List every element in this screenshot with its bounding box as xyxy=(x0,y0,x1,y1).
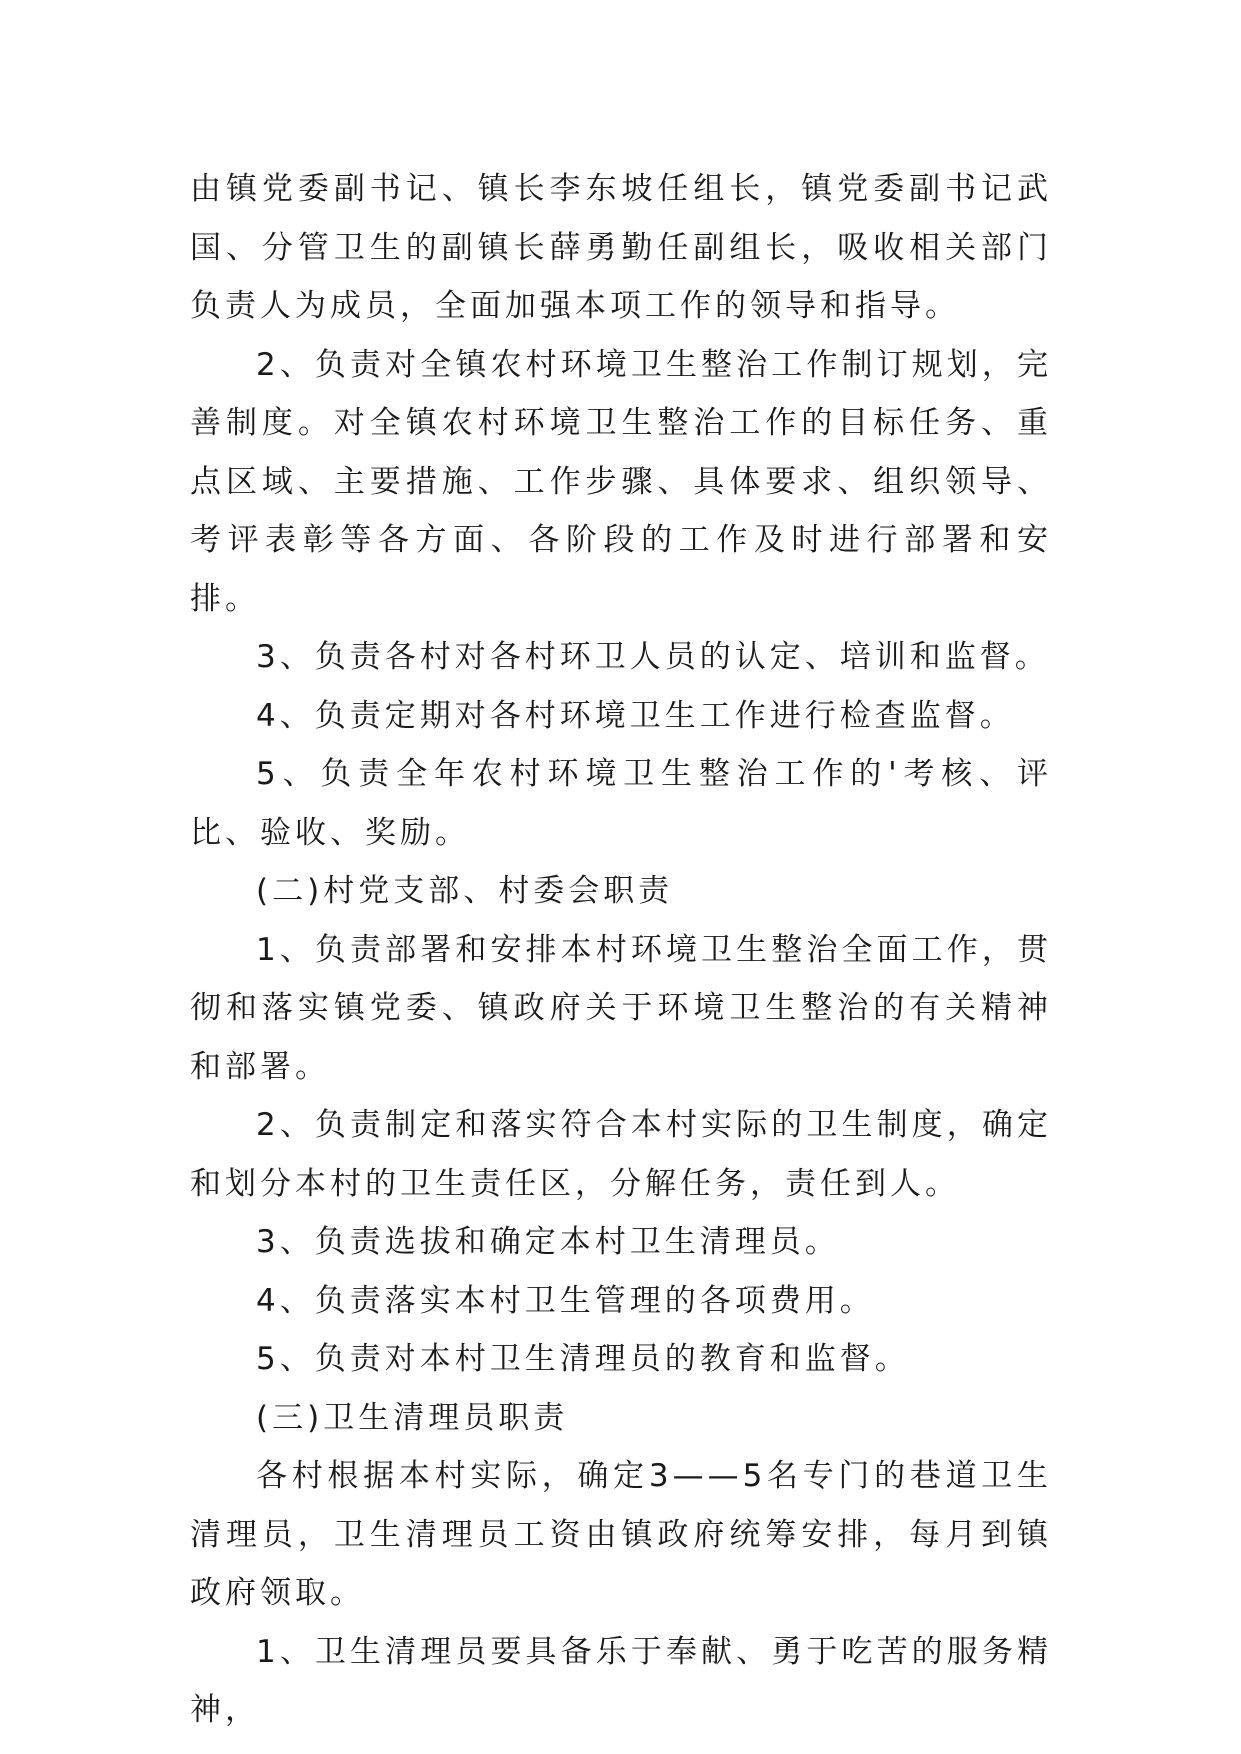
paragraph-duty-5-assessment: 5、负责全年农村环境卫生整治工作的'考核、评比、验收、奖励。 xyxy=(190,756,1052,851)
document-body xyxy=(190,160,1052,1740)
paragraph-village-duty-2: 2、负责制定和落实符合本村实际的卫生制度，确定和划分本村的卫生责任区，分解任务，责任到人。 xyxy=(190,1107,1052,1202)
paragraph-cleaner-staffing: 各村根据本村实际，确定3——5名专门的巷道卫生清理员，卫生清理员工资由镇政府统筹安排，每月到镇政府领取。 xyxy=(190,1458,1052,1611)
paragraph-duty-2-planning: 2、负责对全镇农村环境卫生整治工作制订规划，完善制度。对全镇农村环境卫生整治工作的目标任务、重点区域、主要措施、工作步骤、具体要求、组织领导、考评表彰等各方面、各阶段的工作及时进行部署和安排。 xyxy=(190,346,1052,617)
paragraph-duty-3-staff: 3、负责各村对各村环卫人员的认定、培训和监督。 xyxy=(256,639,1050,675)
paragraph-village-duty-4: 4、负责落实本村卫生管理的各项费用。 xyxy=(256,1282,875,1319)
section-heading-cleaner-duties: (三)卫生清理员职责 xyxy=(256,1399,569,1436)
paragraph-village-duty-5: 5、负责对本村卫生清理员的教育和监督。 xyxy=(256,1341,910,1377)
section-heading-village-committee: (二)村党支部、村委会职责 xyxy=(256,873,674,909)
paragraph-leadership-group: 由镇党委副书记、镇长李东坡任组长，镇党委副书记武国、分管卫生的副镇长薛勇勤任副组长，吸收相关部门负责人为成员，全面加强本项工作的领导和指导。 xyxy=(190,171,1052,324)
paragraph-village-duty-1: 1、负责部署和安排本村环境卫生整治全面工作，贯彻和落实镇党委、镇政府关于环境卫生整治的有关精神和部署。 xyxy=(190,931,1052,1085)
paragraph-village-duty-3: 3、负责选拔和确定本村卫生清理员。 xyxy=(256,1224,840,1260)
paragraph-duty-4-inspection: 4、负责定期对各村环境卫生工作进行检查监督。 xyxy=(256,697,1015,734)
paragraph-cleaner-duty-1: 1、卫生清理员要具备乐于奉献、勇于吃苦的服务精神， xyxy=(190,1633,1052,1728)
